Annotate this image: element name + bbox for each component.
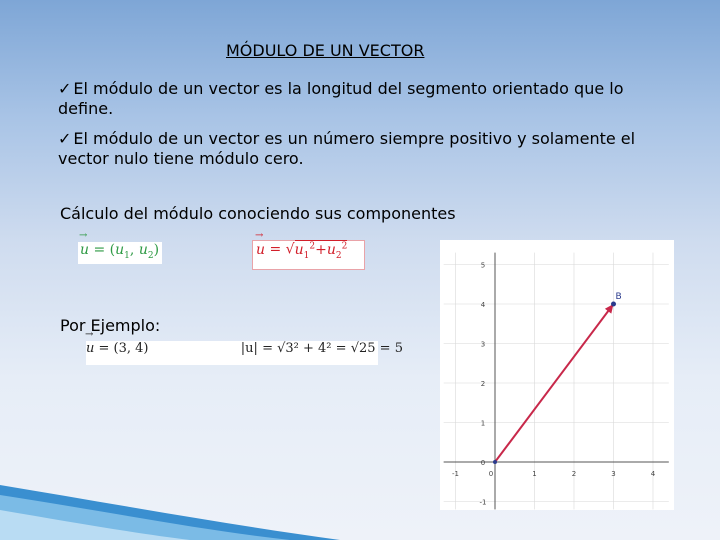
example-formula: → u = (3, 4) |u| = √3² + 4² = √25 = 5 xyxy=(86,341,378,365)
y-tick-label: 2 xyxy=(480,380,486,388)
y-tick-label: 5 xyxy=(480,261,486,270)
graph-canvas xyxy=(440,240,674,510)
x-tick-label: 3 xyxy=(611,470,616,478)
point-b xyxy=(611,302,616,307)
x-tick-label: 1 xyxy=(532,470,537,478)
bullet-text-1: El módulo de un vector es la longitud del segmento orientado que lo define. xyxy=(58,79,624,118)
point-label: B xyxy=(615,292,622,302)
x-tick-label: 0 xyxy=(488,470,494,478)
check-icon: ✓ xyxy=(58,79,72,98)
bullet-item-1 xyxy=(58,79,678,119)
x-tick-label: 2 xyxy=(571,470,577,478)
section-heading: Cálculo del módulo conociendo sus componentes xyxy=(60,204,456,223)
bullet-text-2: El módulo de un vector es un número siempre positivo y solamente el vector nulo tiene módulo cero. xyxy=(58,129,636,168)
y-tick-label: 0 xyxy=(480,459,486,467)
origin-point xyxy=(493,460,497,464)
check-icon: ✓ xyxy=(58,129,72,148)
bullet-item-2 xyxy=(58,129,678,169)
decorative-wave xyxy=(0,450,420,540)
y-tick-label: 3 xyxy=(480,340,486,349)
y-tick-label: 1 xyxy=(480,419,486,428)
y-tick-label: -1 xyxy=(479,498,487,507)
example-label: Por Ejemplo: xyxy=(60,316,161,335)
x-tick-label: -1 xyxy=(452,470,459,478)
vector-graph xyxy=(440,240,674,510)
modulus-formula: → $u = √u_1^2+u_2^2$ xyxy=(252,240,365,270)
y-tick-label: 4 xyxy=(480,301,486,309)
slide-title: MÓDULO DE UN VECTOR xyxy=(226,41,425,60)
x-tick-label: 4 xyxy=(650,470,656,478)
components-formula: → $u = (u_1$, $u_2$) xyxy=(78,242,162,264)
